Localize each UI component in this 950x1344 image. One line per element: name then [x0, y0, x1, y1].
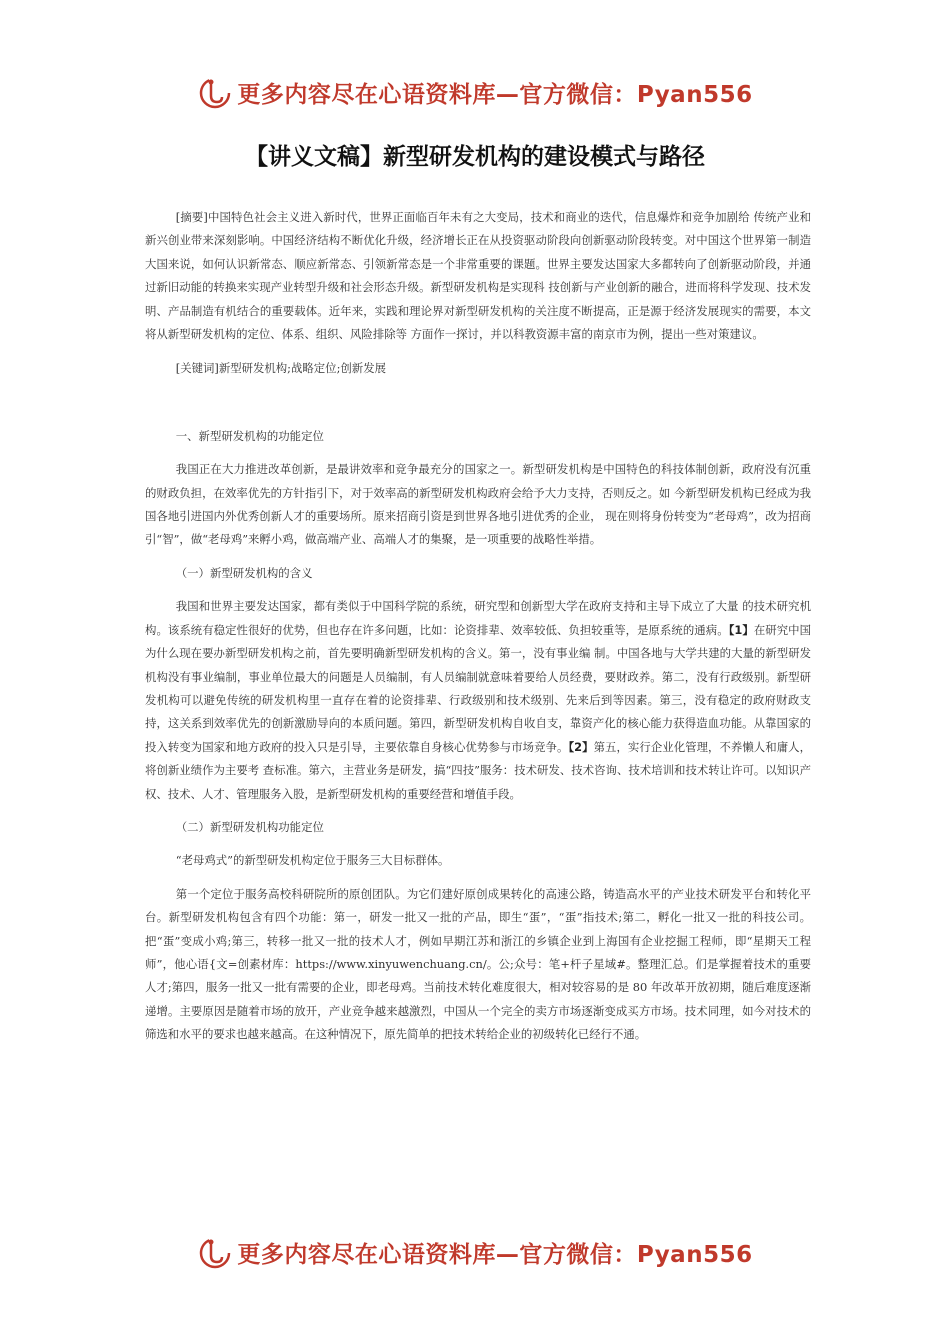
- subsection-2-paragraph: 第一个定位于服务高校科研院所的原创团队。为它们建好原创成果转化的高速公路，铸造高水平的产业技术研发平台和转化平台。新型研发机构包含有四个功能：第一，研发一批又一批的产品，即生“蛋”，“蛋”指技术;第二，孵化一批又一批的科技公司。把“蛋”变成小鸡;第三，转移一批又一批的技术人才，例如早期江苏和浙江的乡镇企业到上海国有企业挖掘工程师，即“星期天工程师”，他心语{文=创素材库：https://www.xinyuwenchuang.cn/。公;众号：笔+杆子星域#。整理汇总。们是掌握着技术的重要人才;第四，服务一批又一批有需要的企业，即老母鸡。当前技术转化难度很大，相对较容易的是 80 年改革开放初期，随后难度逐渐递增。主要原因是随着市场的放开，产业竞争越来越激烈，中国从一个完全的卖方市场逐渐变成买方市场。技术同理，如今对技术的筛选和水平的要求也越来越高。在这种情况下，原先简单的把技术转给企业的初级转化已经行不通。: [145, 886, 811, 1042]
- reference-marker: 【2】: [568, 739, 594, 754]
- section-1-paragraph: 我国正在大力推进改革创新，是最讲效率和竞争最充分的国家之一。新型研发机构是中国特色的科技体制创新，政府没有沉重的财政负担，在效率优先的方针指引下，对于效率高的新型研发机构政府会给予大力支持，否则反之。如 今新型研发机构已经成为我国各地引进国内外优秀创新人才的重要场所。原来招商引资是到世界各地引进优秀的企业， 现在则将身份转变为“老母鸡”，改为招商引“智”，做“老母鸡”来孵小鸡，做高端产业、高端人才的集聚，是一项重要的战略性举措。: [145, 462, 811, 547]
- subsection-heading-2: （二）新型研发机构功能定位: [175, 819, 324, 834]
- section-heading-1: 一、新型研发机构的功能定位: [175, 428, 324, 443]
- watermark-text: 更多内容尽在心语资料库—官方微信：Pyan556: [237, 81, 753, 108]
- paragraph-text: 在研究中国为什么现在要办新型研发机构之前，首先要明确新型研发机构的含义。第一，没有事业编 制。中国各地与大学共建的大量的新型研发机构没有事业编制，事业单位最大的问题是人员编制，有人员编制就意味着要给人员经费，要财政养。第二，没有行政级别。新型研发机构可以避免传统的研发机构里一直存在着的论资排辈、行政级别和技术级别、先来后到等因素。第三，没有稳定的政府财政支持，这关系到效率优先的创新激励导向的本质问题。第四，新型研发机构自收自支，靠资产化的核心能力获得造血功能。从靠国家的投入转变为国家和地方政府的投入只是引导，主要依靠自身核心优势参与市场竞争。: [145, 622, 811, 754]
- reference-marker: 【1】: [728, 622, 754, 637]
- paragraph-text: 第五，实行企业化管理，不养懒人和庸人，将创新业绩作为主要考 查标准。第六，主营业务是研发，搞“四技”服务：技术研发、技术咨询、技术培训和技术转让许可。以知识产权、技术、人才、管理服务入股，是新型研发机构的重要经营和增值手段。: [145, 739, 811, 801]
- subsection-1-paragraph: [145, 595, 811, 806]
- subsection-heading-1: （一）新型研发机构的含义: [175, 565, 313, 580]
- abstract: [摘要]中国特色社会主义进入新时代，世界正面临百年未有之大变局，技术和商业的迭代，信息爆炸和竞争加剧给 传统产业和新兴创业带来深刻影响。中国经济结构不断优化升级，经济增长正在从投资驱动阶段向创新驱动阶段转变。对中国这个世界第一制造大国来说，如何认识新常态、顺应新常态、引领新常态是一个非常重要的课题。世界主要发达国家大多都转向了创新驱动阶段，并通过新旧动能的转换来实现产业转型升级和社会形态升级。新型研发机构是实现科 技创新与产业创新的融合，进而将科学发现、技术发明、产品制造有机结合的重要载体。近年来，实践和理论界对新型研发机构的关注度不断提高，正是源于经济发展现实的需要，本文将从新型研发机构的定位、体系、组织、风险排除等 方面作一探讨，并以科教资源丰富的南京市为例，提出一些对策建议。: [145, 210, 811, 342]
- fish-hook-logo-icon: [197, 74, 233, 110]
- page-title: 【讲义文稿】新型研发机构的建设模式与路径: [245, 144, 705, 170]
- fish-hook-logo-icon: [197, 1234, 233, 1270]
- subsection-2-intro: “老母鸡式”的新型研发机构定位于服务三大目标群体。: [175, 853, 450, 868]
- paragraph-text: 我国和世界主要发达国家，都有类似于中国科学院的系统，研究型和创新型大学在政府支持和主导下成立了大量 的技术研究机构。该系统有稳定性很好的优势，但也存在许多问题，比如：论资排辈、效率较低、负担较重等，是原系统的通病。: [145, 599, 811, 637]
- watermark-text: 更多内容尽在心语资料库—官方微信：Pyan556: [237, 1241, 753, 1268]
- keywords: [关键词]新型研发机构;战略定位;创新发展: [175, 361, 386, 376]
- watermark-banner-top: [0, 72, 950, 112]
- document-body: [145, 206, 811, 1047]
- watermark-banner-bottom: [0, 1232, 950, 1272]
